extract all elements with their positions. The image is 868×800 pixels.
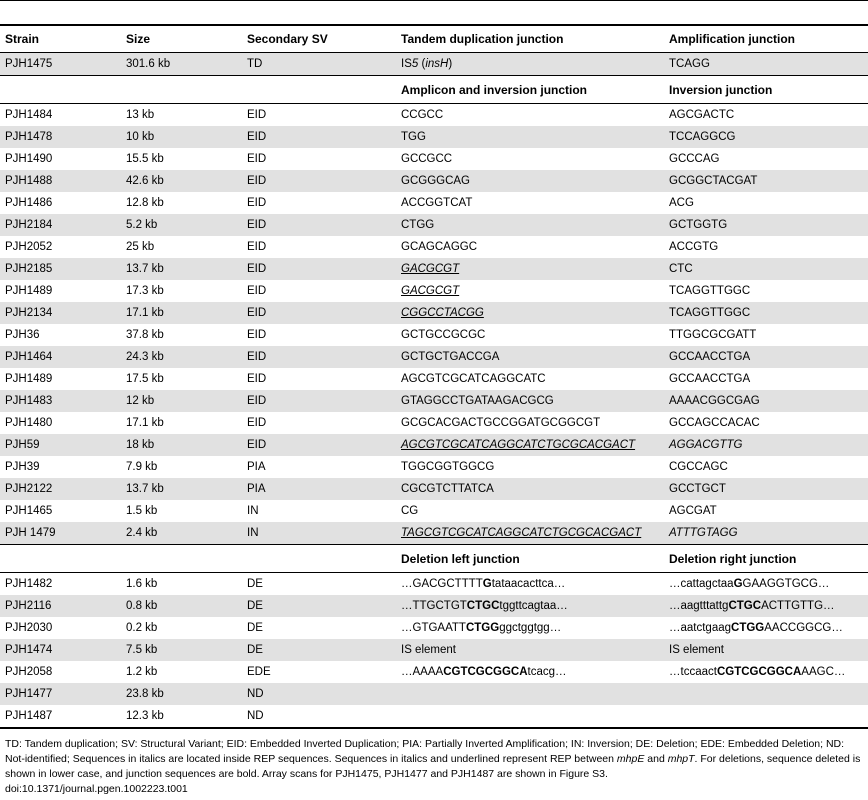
table-row	[0, 522, 868, 544]
size-cell: 15.5 kb	[126, 153, 164, 165]
sequence-segment: GCTGGTG	[669, 219, 728, 231]
table-row	[0, 639, 868, 661]
junction-2-cell	[664, 57, 868, 71]
size-cell: 301.6 kb	[126, 58, 171, 70]
secondary-sv-cell: EDE	[247, 666, 271, 678]
secondary-sv-cell: EID	[247, 285, 267, 297]
strain-cell: PJH2122	[5, 483, 53, 495]
table-bottom-rule	[0, 727, 868, 729]
junction-2-cell	[664, 152, 868, 166]
table-body	[0, 53, 868, 727]
strain-cell: PJH1483	[5, 395, 53, 407]
strain-cell: PJH1489	[5, 285, 53, 297]
sequence-segment: TAGCGTCGCATCAGGCATCTGCGCACGACT	[401, 527, 642, 539]
sequence-segment: …cattagctaa	[669, 578, 734, 590]
table-row	[0, 478, 868, 500]
secondary-sv-cell: EID	[247, 417, 267, 429]
size-cell: 2.4 kb	[126, 527, 158, 539]
sequence-segment: TCCAGGCG	[669, 131, 736, 143]
secondary-sv-cell: PIA	[247, 461, 266, 473]
sequence-segment: CTGC	[728, 600, 762, 612]
sequence-segment: AAAACGGCGAG	[669, 395, 760, 407]
table-row	[0, 148, 868, 170]
table-row	[0, 661, 868, 683]
size-cell: 17.5 kb	[126, 373, 164, 385]
junction-2-cell	[664, 262, 868, 276]
sequence-segment: GACGCGT	[401, 285, 460, 297]
table-row	[0, 104, 868, 126]
strain-cell: PJH2184	[5, 219, 53, 231]
sequence-segment: G	[482, 578, 492, 590]
sequence-segment: IS	[401, 58, 412, 70]
junction-1-cell	[396, 526, 664, 540]
sequence-segment: AGCGAT	[669, 505, 717, 517]
size-cell: 13 kb	[126, 109, 155, 121]
junction-2-cell	[664, 372, 868, 386]
size-cell: 10 kb	[126, 131, 155, 143]
sequence-segment: GCGCACGACTGCCGGATGCGGCGT	[401, 417, 601, 429]
sequence-segment: GCCAACCTGA	[669, 373, 751, 385]
junction-1-cell	[396, 174, 664, 188]
junction-2-cell	[664, 665, 868, 679]
sequence-segment: GCGGGCAG	[401, 175, 471, 187]
footnote-segment: . For deletions, sequence deleted is shown in lower case, and junction sequences are bold. Array scans for PJH1475, PJH1477 and PJH1487 are shown in Figure S3.	[5, 753, 861, 780]
table-row	[0, 214, 868, 236]
size-cell: 1.6 kb	[126, 578, 158, 590]
size-cell: 13.7 kb	[126, 483, 164, 495]
strain-cell: PJH2116	[5, 600, 52, 612]
sequence-segment: tggttcagtaa…	[499, 600, 568, 612]
junction-2-cell	[664, 174, 868, 188]
table-row	[0, 595, 868, 617]
junction-1-cell	[396, 372, 664, 386]
sequence-segment: …tccaact	[669, 666, 717, 678]
sequence-segment: CTGG	[401, 219, 435, 231]
column-header-secondary-sv: Secondary SV	[247, 32, 328, 46]
strain-cell: PJH2058	[5, 666, 53, 678]
sequence-segment: IS element	[401, 644, 456, 656]
strain-cell: PJH1475	[5, 58, 53, 70]
strain-cell: PJH1489	[5, 373, 53, 385]
sequence-segment: tcacg…	[527, 666, 567, 678]
sequence-segment: …aagtttattg	[669, 600, 729, 612]
junction-1-cell	[396, 306, 664, 320]
table-row	[0, 705, 868, 727]
sequence-segment: …AAAA	[401, 666, 444, 678]
secondary-sv-cell: IN	[247, 505, 259, 517]
sequence-segment: GTAGGCCTGATAAGACGCG	[401, 395, 554, 407]
junction-2-cell	[664, 108, 868, 122]
size-cell: 17.3 kb	[126, 285, 164, 297]
strain-cell: PJH1482	[5, 578, 53, 590]
size-cell: 1.5 kb	[126, 505, 158, 517]
sequence-segment: G	[733, 578, 743, 590]
table-row	[0, 573, 868, 595]
table-row	[0, 346, 868, 368]
sequence-segment: CGTCGCGGCA	[716, 666, 802, 678]
table-row	[0, 434, 868, 456]
sequence-segment: AGCGTCGCATCAGGCATC	[401, 373, 546, 385]
strain-cell: PJH36	[5, 329, 40, 341]
secondary-sv-cell: EID	[247, 439, 267, 451]
sequence-segment: ACCGGTCAT	[401, 197, 473, 209]
size-cell: 17.1 kb	[126, 307, 164, 319]
sequence-segment: GCGGCTACGAT	[669, 175, 758, 187]
junction-1-cell	[396, 577, 664, 591]
table-row	[0, 683, 868, 705]
sequence-segment: CTC	[669, 263, 693, 275]
secondary-sv-cell: ND	[247, 688, 264, 700]
junction-2-cell	[664, 218, 868, 232]
secondary-sv-cell: ND	[247, 710, 264, 722]
size-cell: 0.8 kb	[126, 600, 158, 612]
sequence-segment: GCCAACCTGA	[669, 351, 751, 363]
sequence-segment: (	[418, 58, 426, 70]
strain-cell: PJH2134	[5, 307, 53, 319]
junction-2-cell	[664, 306, 868, 320]
footnote-segment: and	[644, 753, 668, 765]
secondary-sv-cell: EID	[247, 219, 267, 231]
junction-1-cell	[396, 482, 664, 496]
strain-cell: PJH1488	[5, 175, 53, 187]
junction-2-cell	[664, 526, 868, 540]
sequence-segment: …GACGCTTTT	[401, 578, 483, 590]
strain-cell: PJH59	[5, 439, 40, 451]
secondary-sv-cell: EID	[247, 395, 267, 407]
sequence-segment: ACCGTG	[669, 241, 719, 253]
junction-1-cell	[396, 262, 664, 276]
strain-cell: PJH1486	[5, 197, 53, 209]
junction-2-cell	[664, 284, 868, 298]
junction-2-cell	[664, 394, 868, 408]
sequence-segment: …aatctgaag	[669, 622, 732, 634]
strain-cell: PJH39	[5, 461, 40, 473]
secondary-sv-cell: DE	[247, 578, 263, 590]
sequence-segment: GCTGCCGCGC	[401, 329, 486, 341]
strain-cell: PJH1490	[5, 153, 53, 165]
sequence-segment: GCCTGCT	[669, 483, 726, 495]
subheader-cell: Amplicon and inversion junction	[401, 82, 588, 97]
sequence-segment: ACG	[669, 197, 694, 209]
table-row	[0, 126, 868, 148]
footnote-segment: mhpE	[616, 753, 645, 765]
sequence-segment: GCTGCTGACCGA	[401, 351, 500, 363]
table-row	[0, 617, 868, 639]
table-row	[0, 456, 868, 478]
sequence-segment: AGCGACTC	[669, 109, 735, 121]
size-cell: 13.7 kb	[126, 263, 164, 275]
secondary-sv-cell: TD	[247, 58, 263, 70]
table-row	[0, 192, 868, 214]
size-cell: 17.1 kb	[126, 417, 164, 429]
table-row	[0, 500, 868, 522]
sequence-segment: …TTGCTGT	[401, 600, 467, 612]
junction-1-cell	[396, 504, 664, 518]
junction-1-cell	[396, 665, 664, 679]
secondary-sv-cell: IN	[247, 527, 259, 539]
size-cell: 24.3 kb	[126, 351, 164, 363]
junction-1-cell	[396, 57, 664, 71]
secondary-sv-cell: DE	[247, 600, 263, 612]
section-subheader-row	[0, 75, 868, 104]
sequence-segment: GACGCGT	[401, 263, 460, 275]
secondary-sv-cell: EID	[247, 197, 267, 209]
junction-2-cell	[664, 240, 868, 254]
junction-2-cell	[664, 416, 868, 430]
secondary-sv-cell: EID	[247, 175, 267, 187]
table-footnote	[5, 737, 863, 782]
junction-2-cell	[664, 328, 868, 342]
table-row	[0, 302, 868, 324]
sequence-segment: CGTCGCGGCA	[443, 666, 528, 678]
strain-cell: PJH1478	[5, 131, 53, 143]
sequence-segment: GCCAGCCACAC	[669, 417, 760, 429]
junction-1-cell	[396, 460, 664, 474]
column-header-size: Size	[126, 32, 151, 46]
junction-1-cell	[396, 284, 664, 298]
strain-cell: PJH2185	[5, 263, 53, 275]
junction-1-cell	[396, 416, 664, 430]
column-header-junction-1: Tandem duplication junction	[401, 32, 564, 46]
junction-2-cell	[664, 504, 868, 518]
secondary-sv-cell: EID	[247, 109, 267, 121]
strain-cell: PJH1484	[5, 109, 53, 121]
junction-1-cell	[396, 240, 664, 254]
sequence-segment: TGG	[401, 131, 426, 143]
table-row	[0, 258, 868, 280]
sequence-segment: CTGG	[465, 622, 500, 634]
table-row	[0, 280, 868, 302]
sequence-segment: ATTTGTAGG	[669, 527, 738, 539]
size-cell: 23.8 kb	[126, 688, 164, 700]
strain-cell: PJH2030	[5, 622, 53, 634]
subheader-cell: Deletion left junction	[401, 551, 520, 566]
junction-2-cell	[664, 599, 868, 613]
table-row	[0, 236, 868, 258]
secondary-sv-cell: DE	[247, 622, 263, 634]
size-cell: 7.5 kb	[126, 644, 158, 656]
secondary-sv-cell: PIA	[247, 483, 266, 495]
sequence-segment: CGCGTCTTATCA	[401, 483, 494, 495]
strain-cell: PJH1465	[5, 505, 53, 517]
junction-1-cell	[396, 438, 664, 452]
sequence-segment: TCAGGTTGGC	[669, 285, 751, 297]
strain-cell: PJH1477	[5, 688, 53, 700]
size-cell: 12.3 kb	[126, 710, 164, 722]
junction-1-cell	[396, 350, 664, 364]
size-cell: 42.6 kb	[126, 175, 164, 187]
junction-2-cell	[664, 130, 868, 144]
table-row	[0, 368, 868, 390]
size-cell: 12.8 kb	[126, 197, 164, 209]
table-notes	[5, 737, 863, 797]
footnote-segment: mhpT	[667, 753, 695, 765]
table-row	[0, 412, 868, 434]
sequence-segment: TTGGCGCGATT	[669, 329, 757, 341]
secondary-sv-cell: EID	[247, 263, 267, 275]
sequence-segment: TCAGG	[669, 58, 710, 70]
size-cell: 37.8 kb	[126, 329, 164, 341]
junction-2-cell	[664, 460, 868, 474]
strain-cell: PJH2052	[5, 241, 53, 253]
sequence-segment: ACTTGTTG…	[761, 600, 835, 612]
size-cell: 12 kb	[126, 395, 155, 407]
strain-cell: PJH 1479	[5, 527, 56, 539]
sequence-segment: AGGACGTTG	[669, 439, 743, 451]
junction-1-cell	[396, 130, 664, 144]
junction-1-cell	[396, 621, 664, 635]
sequence-segment: insH	[425, 58, 449, 70]
sequence-segment: tataacacttca…	[491, 578, 566, 590]
junction-2-cell	[664, 577, 868, 591]
sequence-segment: CGGCCTACGG	[401, 307, 484, 319]
table-row	[0, 390, 868, 412]
column-header-strain: Strain	[5, 32, 40, 46]
sequence-segment: CTGG	[731, 622, 765, 634]
junction-2-cell	[664, 621, 868, 635]
secondary-sv-cell: EID	[247, 373, 267, 385]
secondary-sv-cell: EID	[247, 351, 267, 363]
junction-2-cell	[664, 482, 868, 496]
sequence-segment: CCGCC	[401, 109, 444, 121]
secondary-sv-cell: EID	[247, 241, 267, 253]
table-row	[0, 53, 868, 75]
secondary-sv-cell: EID	[247, 329, 267, 341]
sequence-segment: )	[448, 58, 453, 70]
strain-cell: PJH1487	[5, 710, 53, 722]
secondary-sv-cell: DE	[247, 644, 263, 656]
sequence-segment: AGCGTCGCATCAGGCATCTGCGCACGACT	[401, 439, 636, 451]
junction-1-cell	[396, 328, 664, 342]
sequence-segment: 5	[411, 58, 419, 70]
footnote-segment: TD: Tandem duplication; SV: Structural Variant; EID: Embedded Inverted Duplication; PIA: Partially Inverted Amplification; IN: Inversion; DE: Deletion; EDE: Embedded Deletion; ND: Not-identified; Sequences in italics are located inside REP sequences. Sequences in italics and underlined represent REP between	[5, 738, 845, 765]
sequence-segment: IS element	[669, 644, 724, 656]
junction-1-cell	[396, 218, 664, 232]
sequence-segment: GCCGCC	[401, 153, 453, 165]
sequence-segment: GAAGGTGCG…	[742, 578, 830, 590]
sequence-segment: TCAGGTTGGC	[669, 307, 751, 319]
junction-1-cell	[396, 196, 664, 210]
junction-1-cell	[396, 643, 664, 657]
strain-cell: PJH1464	[5, 351, 53, 363]
sequence-segment: GCCCAG	[669, 153, 720, 165]
size-cell: 5.2 kb	[126, 219, 158, 231]
strain-cell: PJH1480	[5, 417, 53, 429]
sequence-segment: AAGC…	[801, 666, 846, 678]
sequence-segment: ggctggtgg…	[499, 622, 562, 634]
section-subheader-row	[0, 544, 868, 573]
strain-junction-table	[0, 24, 868, 729]
secondary-sv-cell: EID	[247, 131, 267, 143]
top-rule	[0, 0, 868, 1]
sequence-segment: CTGC	[466, 600, 500, 612]
sequence-segment: CGCCAGC	[669, 461, 728, 473]
subheader-cell: Deletion right junction	[669, 551, 797, 566]
sequence-segment: …GTGAATT	[401, 622, 466, 634]
sequence-segment: CG	[401, 505, 419, 517]
junction-2-cell	[664, 643, 868, 657]
sequence-segment: AACCGGCG…	[764, 622, 843, 634]
table-row	[0, 324, 868, 346]
table-row	[0, 170, 868, 192]
sequence-segment: GCAGCAGGC	[401, 241, 478, 253]
table-header-row	[0, 24, 868, 53]
size-cell: 7.9 kb	[126, 461, 158, 473]
size-cell: 18 kb	[126, 439, 155, 451]
junction-1-cell	[396, 152, 664, 166]
strain-cell: PJH1474	[5, 644, 53, 656]
subheader-cell: Inversion junction	[669, 82, 773, 97]
secondary-sv-cell: EID	[247, 307, 267, 319]
secondary-sv-cell: EID	[247, 153, 267, 165]
size-cell: 1.2 kb	[126, 666, 158, 678]
column-header-junction-2: Amplification junction	[669, 32, 795, 46]
junction-2-cell	[664, 350, 868, 364]
junction-2-cell	[664, 438, 868, 452]
junction-1-cell	[396, 599, 664, 613]
sequence-segment: TGGCGGTGGCG	[401, 461, 495, 473]
size-cell: 25 kb	[126, 241, 155, 253]
junction-1-cell	[396, 394, 664, 408]
junction-1-cell	[396, 108, 664, 122]
junction-2-cell	[664, 196, 868, 210]
size-cell: 0.2 kb	[126, 622, 158, 634]
doi-label: doi:10.1371/journal.pgen.1002223.t001	[5, 783, 188, 795]
